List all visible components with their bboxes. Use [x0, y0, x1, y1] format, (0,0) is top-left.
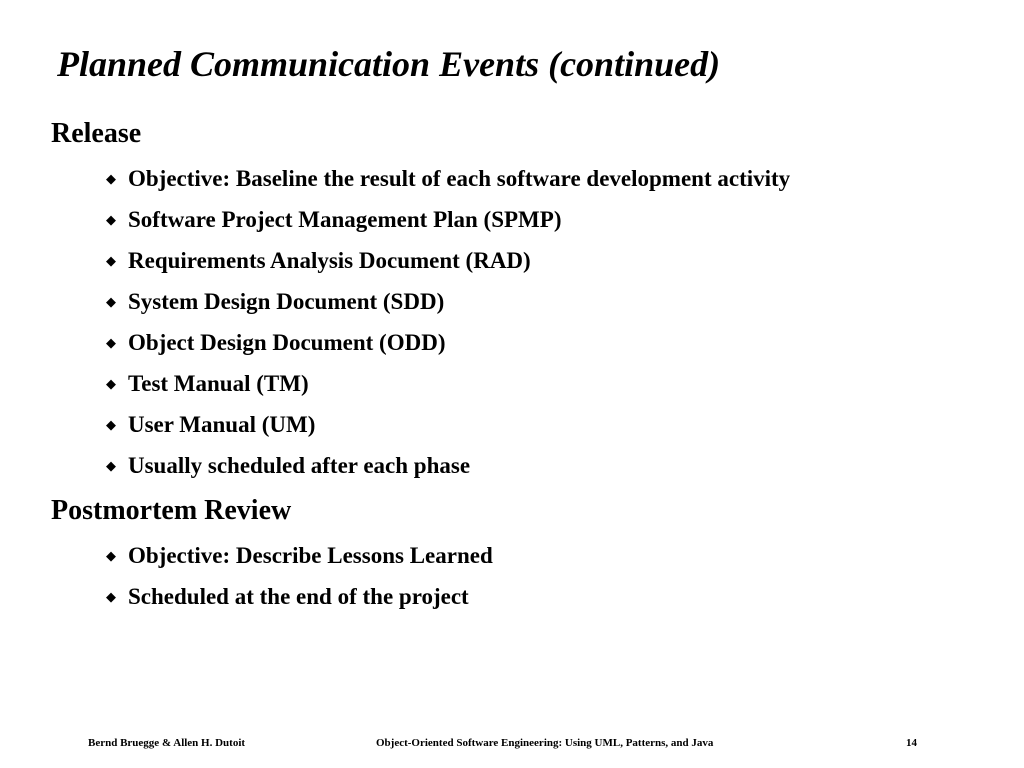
section-heading-release: Release: [51, 118, 142, 149]
bullet-text: Scheduled at the end of the project: [128, 584, 469, 609]
bullet-text: Objective: Describe Lessons Learned: [128, 543, 493, 568]
diamond-bullet-icon: ◆: [106, 171, 116, 186]
bullet-text: Object Design Document (ODD): [128, 330, 446, 355]
bullet-text: System Design Document (SDD): [128, 289, 445, 314]
diamond-bullet-icon: ◆: [106, 548, 116, 563]
bullet-item: [106, 542, 493, 570]
bullet-text: Software Project Management Plan (SPMP): [128, 207, 562, 232]
bullet-item: [106, 411, 315, 439]
diamond-bullet-icon: ◆: [106, 212, 116, 227]
diamond-bullet-icon: ◆: [106, 458, 116, 473]
section-heading-postmortem-review: Postmortem Review: [51, 495, 292, 526]
footer-book-title: Object-Oriented Software Engineering: Using UML, Patterns, and Java: [376, 737, 714, 749]
diamond-bullet-icon: ◆: [106, 294, 116, 309]
bullet-item: [106, 452, 470, 480]
bullet-text: User Manual (UM): [128, 412, 316, 437]
slide-title: Planned Communication Events (continued): [57, 44, 721, 84]
diamond-bullet-icon: ◆: [106, 589, 116, 604]
bullet-text: Test Manual (TM): [128, 371, 309, 396]
bullet-item: [106, 165, 790, 193]
diamond-bullet-icon: ◆: [106, 417, 116, 432]
bullet-text: Usually scheduled after each phase: [128, 453, 471, 478]
bullet-item: [106, 288, 444, 316]
diamond-bullet-icon: ◆: [106, 253, 116, 268]
bullet-item: [106, 247, 531, 275]
bullet-item: [106, 206, 561, 234]
bullet-text: Requirements Analysis Document (RAD): [128, 248, 531, 273]
footer-authors: Bernd Bruegge & Allen H. Dutoit: [88, 737, 246, 749]
bullet-item: [106, 583, 469, 611]
diamond-bullet-icon: ◆: [106, 335, 116, 350]
footer-page-number: 14: [906, 737, 917, 749]
bullet-text: Objective: Baseline the result of each software development activity: [128, 166, 791, 191]
bullet-item: [106, 370, 309, 398]
bullet-item: [106, 329, 445, 357]
diamond-bullet-icon: ◆: [106, 376, 116, 391]
